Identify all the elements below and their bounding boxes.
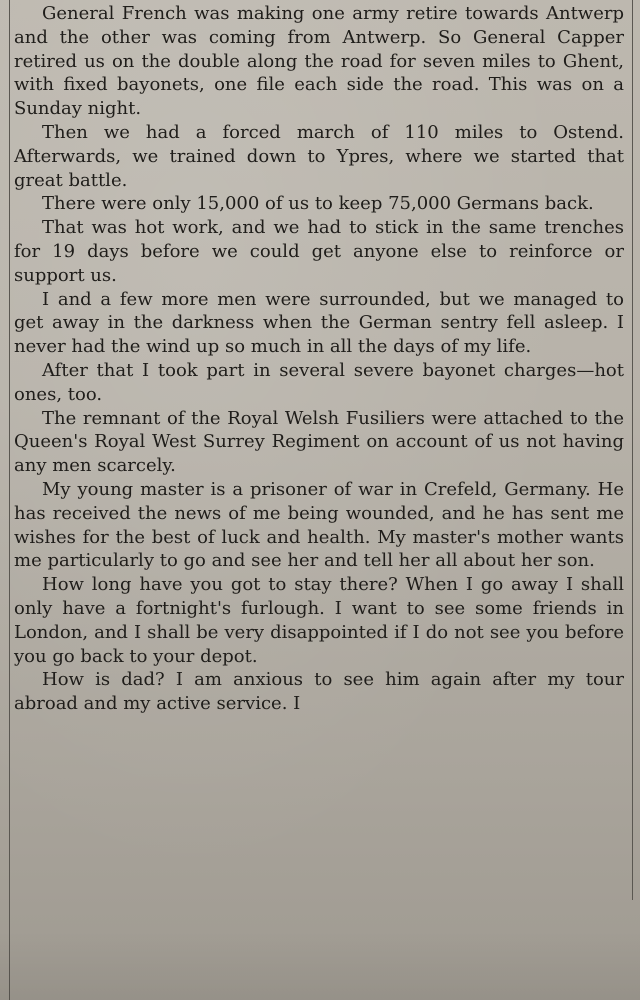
article-column: [14, 2, 624, 716]
paragraph-9: How long have you got to stay there? When I go away I shall only have a fortnight's furlough. I want to see some friends in London, and I shall be very disappointed if I do not see you before you go back to your depot.: [14, 574, 624, 667]
paragraph-2: Then we had a forced march of 110 miles to Ostend. Afterwards, we trained down to Ypres, where we started that great battle.: [14, 121, 624, 191]
paragraph-8: My young master is a prisoner of war in Crefeld, Germany. He has received the news of me being wounded, and he has sent me wishes for the best of luck and health. My master's mother wants me particularly to go and see her and tell her all about her son.: [14, 478, 624, 572]
paragraph-5: I and a few more men were surrounded, but we managed to get away in the darkness when the German sentry fell asleep. I never had the wind up so much in all the days of my life.: [14, 288, 624, 358]
paragraph-1: General French was making one army retire towards Antwerp and the other was coming from Antwerp. So General Capper retired us on the double along the road for seven miles to Ghent, with fixed bayonets, one file each side the road. This was on a Sunday night.: [14, 3, 624, 120]
column-rule-left: [9, 0, 10, 1000]
column-rule-right: [632, 0, 633, 900]
paper-shadow: [0, 930, 640, 1000]
paragraph-3: There were only 15,000 of us to keep 75,000 Germans back.: [42, 193, 594, 215]
paragraph-4: That was hot work, and we had to stick in the same trenches for 19 days before we could get anyone else to reinforce or support us.: [14, 217, 624, 286]
paragraph-10: How is dad? I am anxious to see him again after my tour abroad and my active service. I: [14, 669, 624, 715]
paragraph-6: After that I took part in several severe bayonet charges—hot ones, too.: [14, 359, 624, 405]
paragraph-7: The remnant of the Royal Welsh Fusiliers were attached to the Queen's Royal West Surrey Regiment on account of us not having any men scarcely.: [14, 407, 624, 477]
